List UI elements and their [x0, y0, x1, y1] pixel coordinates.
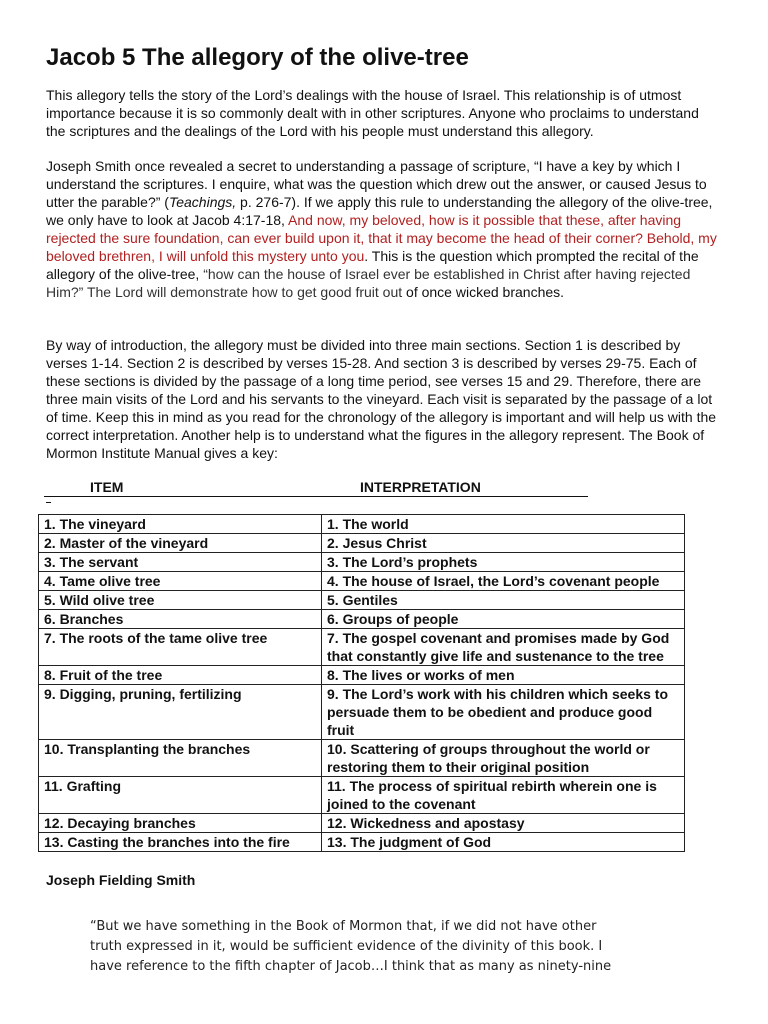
table-row: [39, 814, 685, 833]
item-cell: 2. Master of the vineyard: [39, 534, 322, 553]
table-row: [39, 777, 685, 814]
interpretation-cell: 12. Wickedness and apostasy: [322, 814, 685, 833]
header-interpretation: INTERPRETATION: [360, 479, 481, 495]
interpretation-cell: 9. The Lord’s work with his children which seeks to persuade them to be obedient and produce good fruit: [322, 685, 685, 740]
table-row: [39, 591, 685, 610]
page-title: Jacob 5 The allegory of the olive-tree: [46, 44, 469, 71]
teachings-citation: Teachings,: [168, 194, 237, 210]
key-text-c: . This is the question which prompted the recital of the allegory of the olive-tree,: [46, 248, 699, 282]
interpretation-cell: 7. The gospel covenant and promises made by God that constantly give life and sustenance to the tree: [322, 629, 685, 666]
item-cell: 7. The roots of the tame olive tree: [39, 629, 322, 666]
intro-paragraph: This allegory tells the story of the Lord’s dealings with the house of Israel. This relationship is of utmost importance because it is so commonly dealt with in other scriptures. Anyone who proclaims to understand the scriptures and the dealings of the Lord with his people must understand this allegory.: [46, 87, 699, 139]
introduction-paragraph: By way of introduction, the allegory must be divided into three main sections. Section 1 is described by verses 1-14. Section 2 is described by verses 15-28. And section 3 is described by verses 29-75. Each of these sections is divided by the passage of a long time period, see verses 15 and 29. Therefore, there are three main visits of the Lord and his servants to the vineyard. Each visit is separated by the passage of a lot of time. Keep this in mind as you read for the chronology of the allegory is important and will help us with the correct interpretation. Another help is to understand what the figures in the allegory represent. The Book of Mormon Institute Manual gives a key:: [46, 337, 717, 461]
key-text-a: Joseph Smith once revealed a secret to understanding a passage of scripture, “I have a key by which I understand the scriptures. I enquire, what was the question which drew out the answer, or caused Jesus to utter the parable?” (: [46, 158, 707, 210]
item-cell: 3. The servant: [39, 553, 322, 572]
item-cell: 8. Fruit of the tree: [39, 666, 322, 685]
table-row: [39, 740, 685, 777]
table-row: [39, 553, 685, 572]
table-row: [39, 534, 685, 553]
item-cell: 9. Digging, pruning, fertilizing: [39, 685, 322, 740]
item-cell: 12. Decaying branches: [39, 814, 322, 833]
table-row: [39, 515, 685, 534]
key-text-b: p. 276-7). If we apply this rule to understanding the allegory of the olive-tree, we only have to look at Jacob 4:17-18,: [46, 194, 713, 228]
table-row: [39, 833, 685, 852]
key-text-e: of once wicked branches.: [402, 284, 565, 300]
interpretation-cell: 10. Scattering of groups throughout the world or restoring them to their original position: [322, 740, 685, 777]
table-row: [39, 685, 685, 740]
scripture-quote: And now, my beloved, how is it possible that these, after having rejected the sure foundation, can ever build upon it, that it may become the head of their corner? Behold, my beloved brethren, I will unfold this mystery unto you: [46, 212, 717, 264]
item-cell: 1. The vineyard: [39, 515, 322, 534]
figures-table: [38, 514, 685, 852]
item-cell: 13. Casting the branches into the fire: [39, 833, 322, 852]
interpretation-cell: 13. The judgment of God: [322, 833, 685, 852]
divider: [46, 502, 51, 503]
interpretation-cell: 6. Groups of people: [322, 610, 685, 629]
table-row: [39, 572, 685, 591]
table-header: [44, 479, 588, 497]
interpretation-cell: 11. The process of spiritual rebirth wherein one is joined to the covenant: [322, 777, 685, 814]
item-cell: 10. Transplanting the branches: [39, 740, 322, 777]
item-cell: 6. Branches: [39, 610, 322, 629]
interpretation-cell: 4. The house of Israel, the Lord’s covenant people: [322, 572, 685, 591]
quote-author: Joseph Fielding Smith: [46, 872, 196, 888]
table-row: [39, 666, 685, 685]
item-cell: 11. Grafting: [39, 777, 322, 814]
table-row: [39, 629, 685, 666]
key-question: “how can the house of Israel ever be established in Christ after having rejected Him?” The Lord will demonstrate how to get good fruit out: [46, 266, 691, 300]
header-item: ITEM: [90, 479, 124, 495]
key-paragraph: [46, 157, 722, 301]
interpretation-cell: 2. Jesus Christ: [322, 534, 685, 553]
interpretation-cell: 1. The world: [322, 515, 685, 534]
interpretation-cell: 5. Gentiles: [322, 591, 685, 610]
quote-text: “But we have something in the Book of Mormon that, if we did not have other truth expressed in it, would be sufficient evidence of the divinity of this book. I have reference to the fifth chapter of Jacob…I think that as many as ninety-nine: [90, 919, 612, 974]
item-cell: 4. Tame olive tree: [39, 572, 322, 591]
item-cell: 5. Wild olive tree: [39, 591, 322, 610]
table-row: [39, 610, 685, 629]
interpretation-cell: 8. The lives or works of men: [322, 666, 685, 685]
interpretation-cell: 3. The Lord’s prophets: [322, 553, 685, 572]
